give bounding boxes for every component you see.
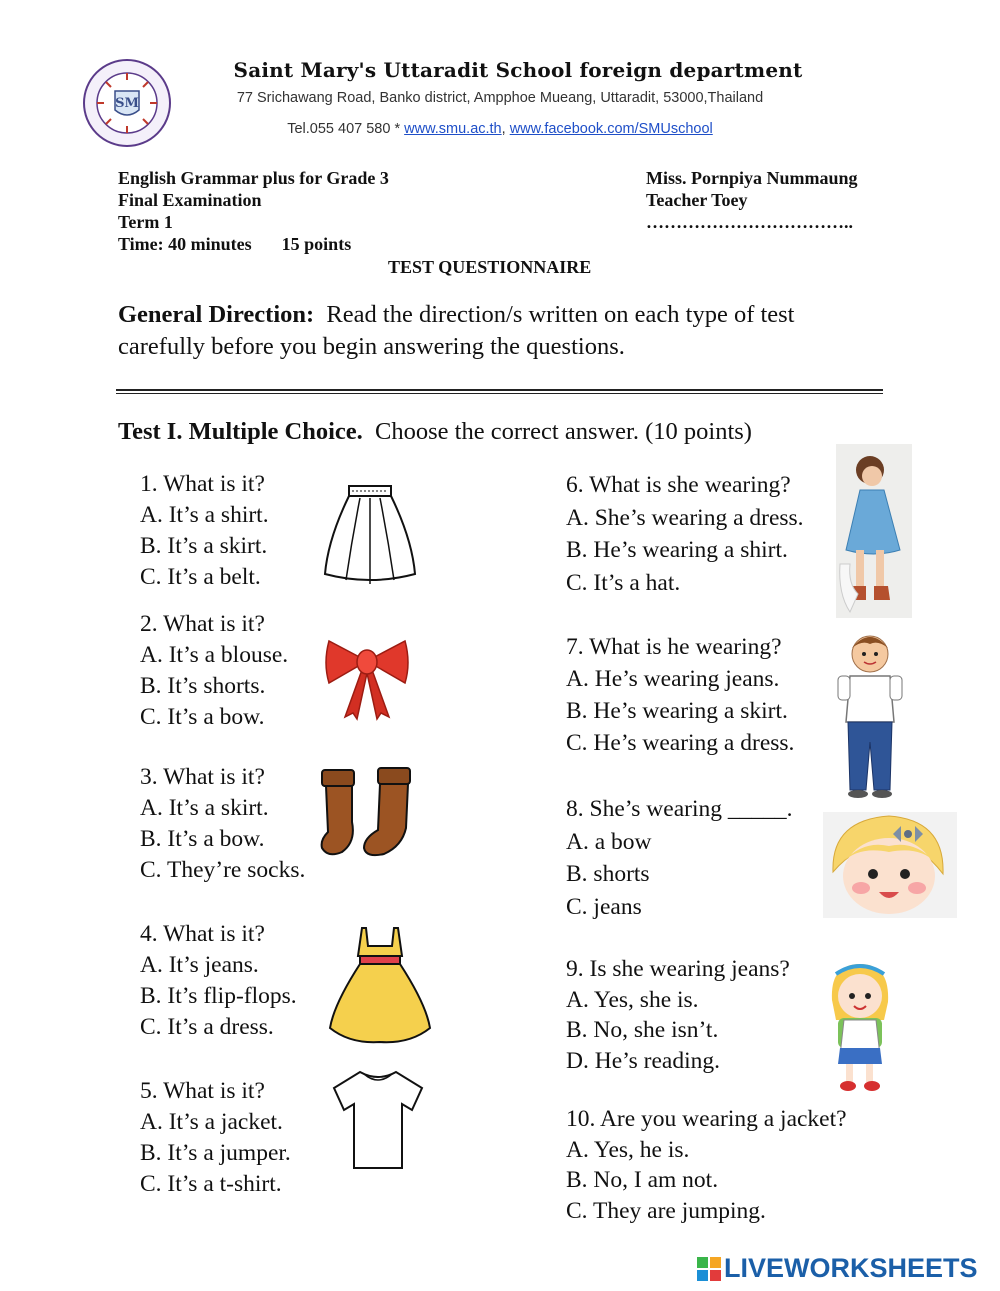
question-text: 1. What is it? (140, 471, 265, 497)
option-c[interactable]: C. They’re socks. (140, 857, 306, 883)
girl-with-bow-icon (823, 812, 957, 923)
option-c[interactable]: C. It’s a bow. (140, 704, 265, 730)
question-text: 5. What is it? (140, 1078, 265, 1104)
question-2 (140, 609, 288, 733)
phone-number: Tel.055 407 580 * (287, 121, 405, 137)
option-a[interactable]: A. It’s a blouse. (140, 642, 289, 668)
option-a[interactable]: A. It’s a jacket. (140, 1109, 283, 1135)
direction-text: Read the direction/s written on each type of test carefully before you begin answering the questions. (118, 301, 795, 360)
option-c[interactable]: C. It’s a belt. (140, 564, 261, 590)
teacher-nickname: Teacher Toey (646, 190, 748, 210)
option-b[interactable]: B. He’s wearing a shirt. (566, 537, 788, 563)
test-heading (118, 418, 752, 446)
girl-with-backpack-icon (824, 960, 896, 1103)
name-blank: …………………………….. (646, 212, 853, 232)
question-5 (140, 1076, 291, 1200)
question-3 (140, 762, 305, 886)
socks-icon (316, 766, 418, 863)
question-text: 10. Are you wearing a jacket? (566, 1106, 847, 1132)
liveworksheets-brand: LIVEWORKSHEETS (724, 1253, 978, 1283)
option-c[interactable]: C. He’s wearing a dress. (566, 730, 795, 756)
question-text: 9. Is she wearing jeans? (566, 956, 790, 982)
link-separator: , (501, 121, 510, 137)
option-b[interactable]: B. It’s shorts. (140, 673, 266, 699)
exam-time-row (118, 233, 389, 255)
direction-label: General Direction: (118, 301, 315, 328)
exam-time: Time: 40 minutes (118, 234, 252, 254)
question-text: 8. She’s wearing _____. (566, 796, 793, 822)
contact-line (0, 121, 1000, 137)
option-c[interactable]: C. It’s a hat. (566, 569, 681, 596)
option-b[interactable]: B. It’s a bow. (140, 826, 265, 852)
option-b[interactable]: B. It’s a jumper. (140, 1140, 291, 1166)
option-b[interactable]: B. shorts (566, 861, 650, 887)
question-7 (566, 631, 794, 759)
question-text: 4. What is it? (140, 921, 265, 947)
question-text: 3. What is it? (140, 764, 265, 790)
question-1 (140, 469, 269, 593)
liveworksheets-logo-icon (697, 1257, 721, 1288)
option-c[interactable]: C. It’s a t-shirt. (140, 1171, 282, 1197)
school-name: Saint Mary's Uttaradit School foreign department (233, 58, 803, 82)
option-a[interactable]: A. It’s a skirt. (140, 795, 269, 821)
bow-icon (323, 631, 411, 726)
exam-info-left (118, 167, 389, 255)
exam-points: 15 points (281, 234, 352, 254)
option-c[interactable]: C. jeans (566, 893, 642, 920)
girl-in-dress-photo (836, 444, 912, 623)
option-b[interactable]: B. He’s wearing a skirt. (566, 698, 788, 724)
question-10 (566, 1104, 847, 1226)
general-direction (118, 299, 878, 363)
exam-term: Term 1 (118, 212, 173, 232)
option-a[interactable]: A. She’s wearing a dress. (566, 504, 804, 531)
option-a[interactable]: A. It’s jeans. (140, 952, 259, 978)
option-b[interactable]: B. It’s a skirt. (140, 533, 268, 559)
question-text: 2. What is it? (140, 611, 265, 637)
option-a[interactable]: A. It’s a shirt. (140, 502, 269, 528)
option-a[interactable]: A. Yes, she is. (566, 986, 699, 1013)
exam-type: Final Examination (118, 190, 262, 210)
facebook-link[interactable]: www.facebook.com/SMUschool (509, 121, 713, 137)
option-c[interactable]: C. It’s a dress. (140, 1014, 274, 1040)
option-b[interactable]: B. No, I am not. (566, 1167, 719, 1193)
question-6 (566, 469, 804, 599)
test-label: Test I. Multiple Choice. (118, 418, 363, 445)
option-a[interactable]: A. He’s wearing jeans. (566, 666, 780, 692)
teacher-name: Miss. Pornpiya Nummaung (646, 168, 858, 188)
exam-info-right (646, 167, 858, 233)
option-a[interactable]: A. Yes, he is. (566, 1136, 690, 1163)
boy-in-jeans-icon (834, 630, 906, 807)
tshirt-icon (330, 1066, 426, 1177)
skirt-icon (322, 484, 418, 591)
option-a[interactable]: A. a bow (566, 828, 652, 855)
website-link[interactable]: www.smu.ac.th (404, 121, 502, 137)
school-address: 77 Srichawang Road, Banko district, Ampphoe Mueang, Uttaradit, 53000,Thailand (236, 90, 764, 106)
svg-text:SM: SM (115, 96, 139, 111)
option-b[interactable]: B. It’s flip-flops. (140, 983, 297, 1009)
divider-line-thin (116, 393, 883, 394)
divider-line (116, 389, 883, 391)
question-8 (566, 793, 793, 923)
test-instruction: Choose the correct answer. (10 points) (375, 418, 752, 445)
course-title: English Grammar plus for Grade 3 (118, 168, 389, 188)
questionnaire-title: TEST QUESTIONNAIRE (388, 257, 592, 277)
option-c[interactable]: D. He’s reading. (566, 1047, 721, 1074)
question-text: 7. What is he wearing? (566, 634, 782, 660)
question-text: 6. What is she wearing? (566, 472, 791, 498)
dress-icon (326, 924, 434, 1051)
option-c[interactable]: C. They are jumping. (566, 1197, 766, 1224)
question-9 (566, 954, 790, 1076)
option-b[interactable]: B. No, she isn’t. (566, 1017, 719, 1043)
question-4 (140, 919, 297, 1043)
